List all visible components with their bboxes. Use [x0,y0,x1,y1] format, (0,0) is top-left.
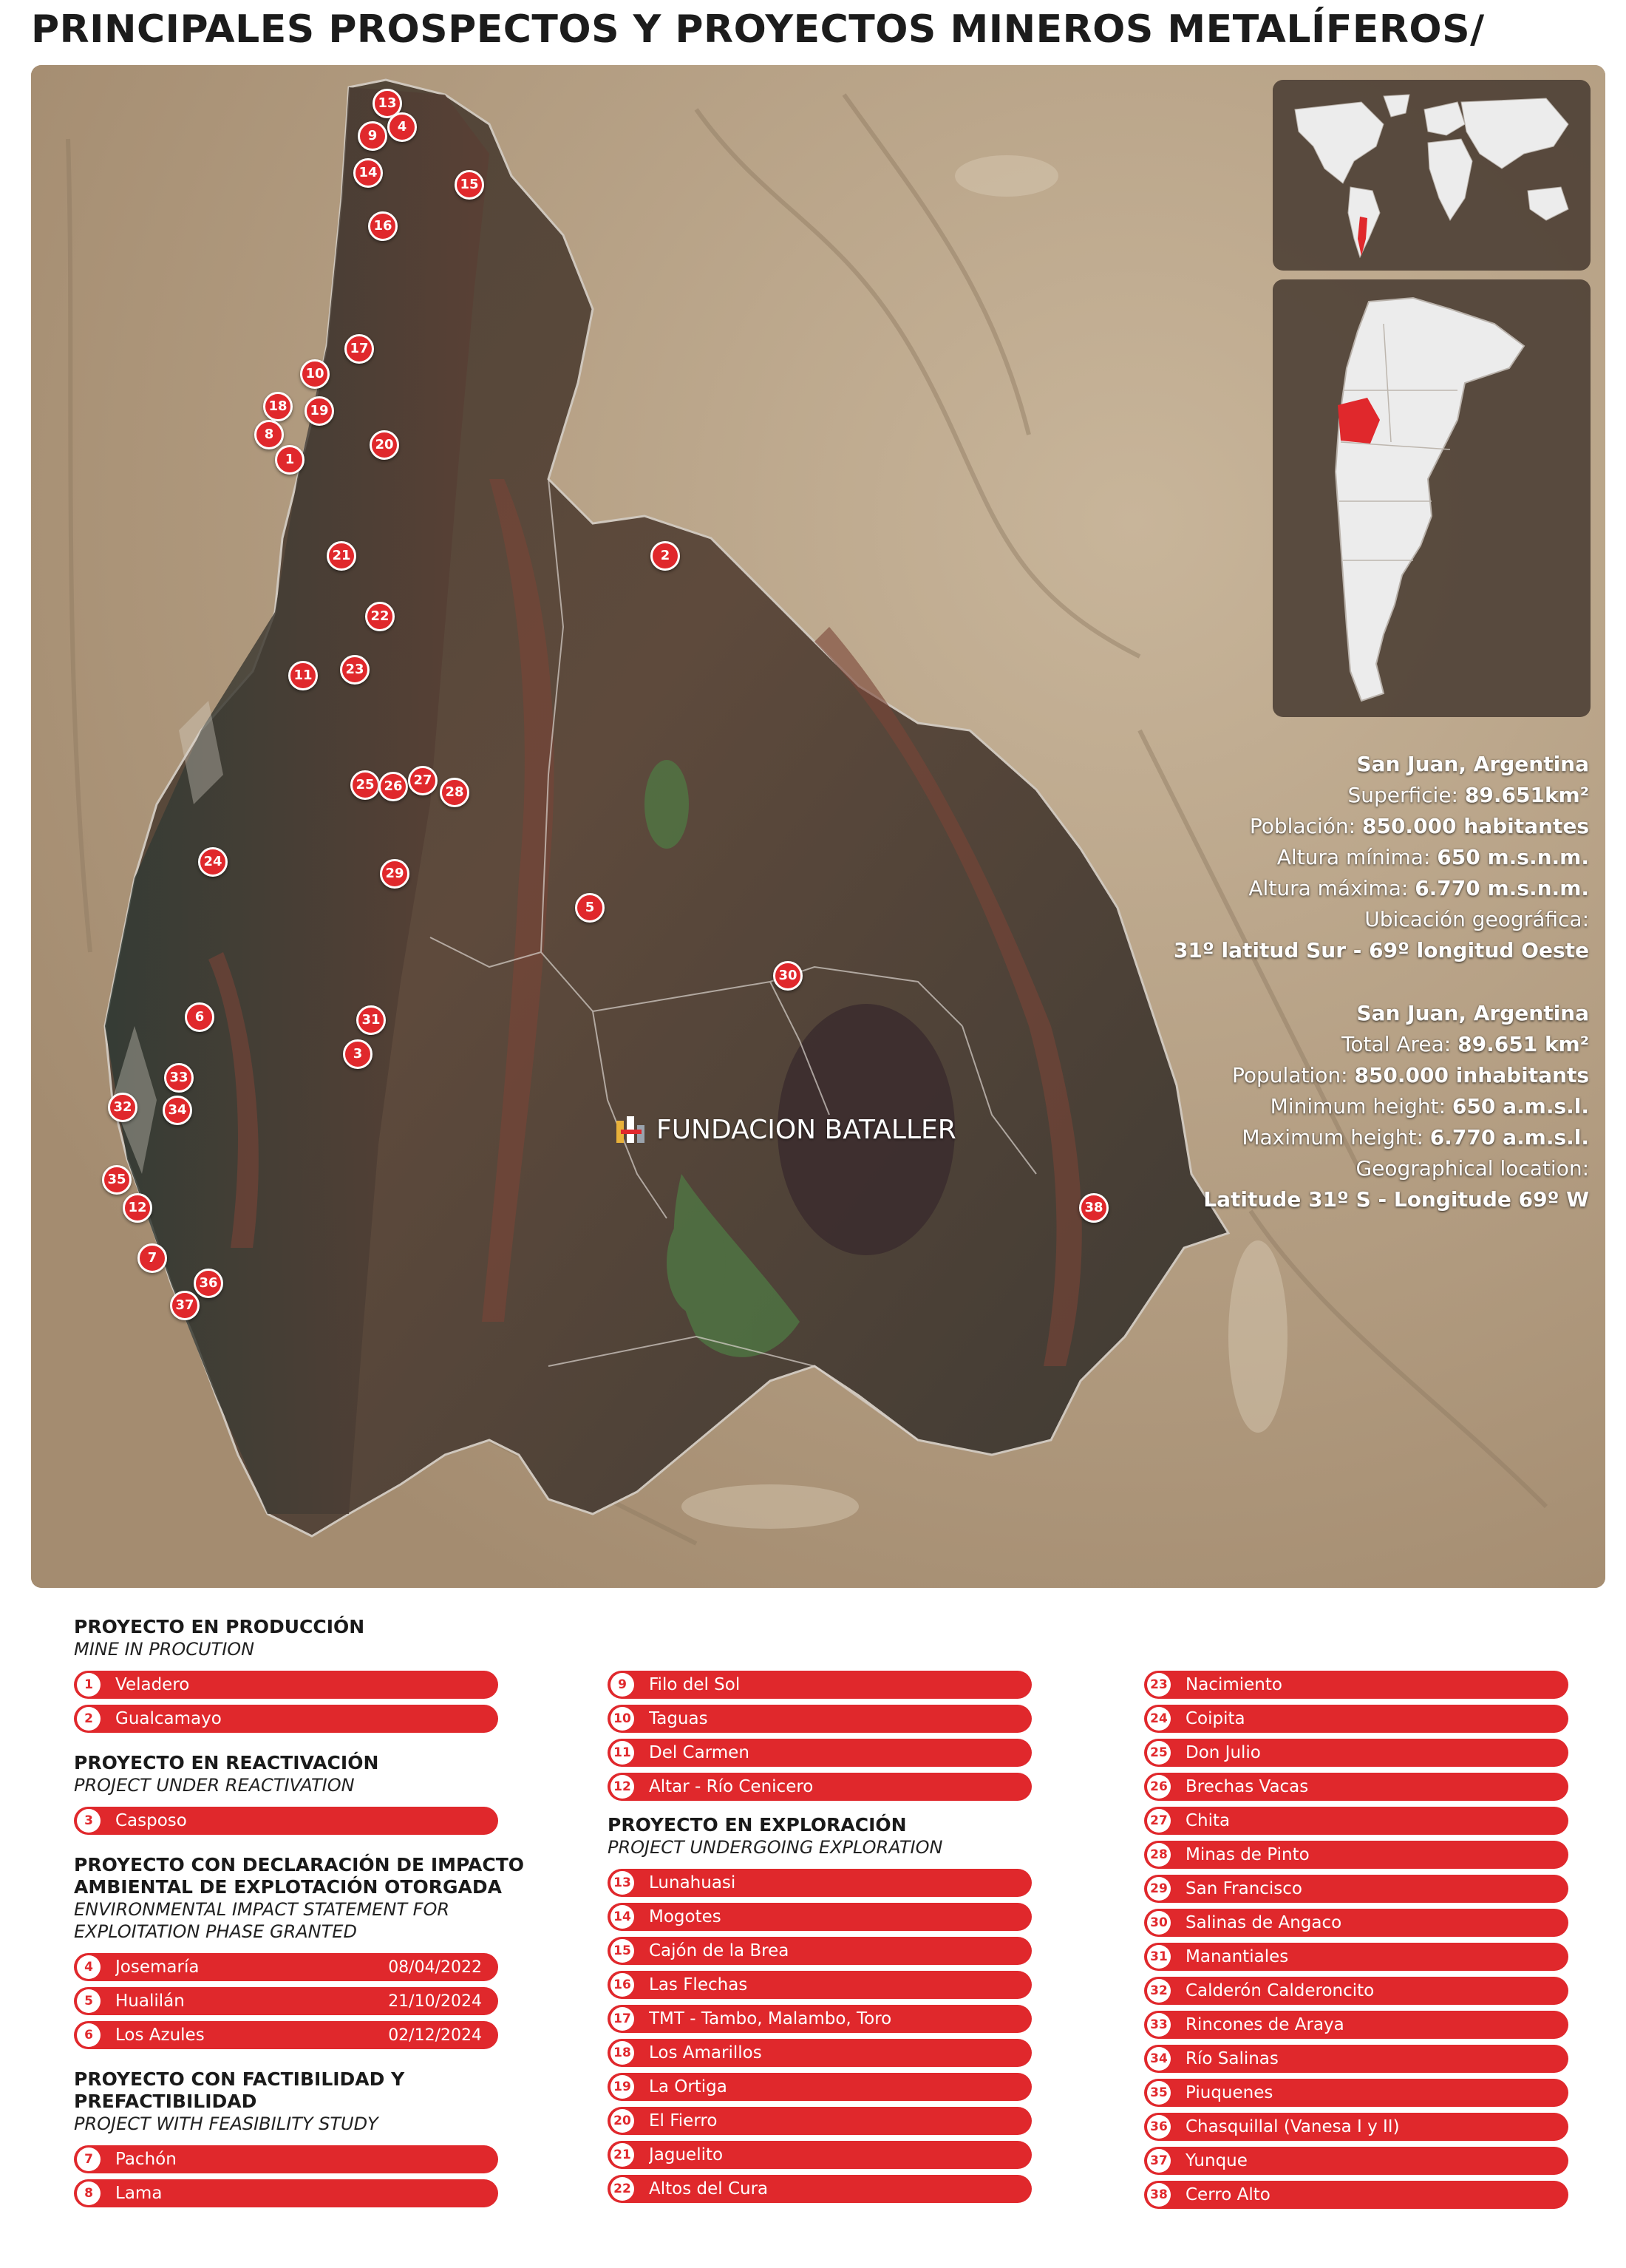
legend-item-number: 8 [77,2182,101,2205]
legend-item-number: 2 [77,1707,101,1731]
legend-item-20[interactable] [608,2107,1032,2135]
map-marker-3[interactable]: 3 [343,1039,373,1069]
legend-item-18[interactable] [608,2039,1032,2067]
map-marker-33[interactable]: 33 [164,1063,194,1093]
map-marker-18[interactable]: 18 [263,392,293,421]
legend-item-25[interactable] [1144,1739,1568,1767]
legend-item-number: 21 [610,2143,634,2167]
legend-item-name: Piuquenes [1186,2083,1273,2102]
legend-section-reactivation [74,1752,547,1835]
legend-item-name: Los Amarillos [649,2043,762,2062]
legend-item-name: Río Salinas [1186,2049,1279,2068]
map-marker-24[interactable]: 24 [198,847,228,877]
legend-item-name: Cajón de la Brea [649,1941,789,1960]
legend-item-name: Manantiales [1186,1947,1289,1966]
legend-item-number: 6 [77,2023,101,2047]
map-marker-15[interactable]: 15 [455,170,484,200]
map-marker-37[interactable]: 37 [170,1291,200,1320]
legend-item-name: Nacimiento [1186,1675,1282,1694]
legend-item-number: 9 [610,1673,634,1697]
legend-item-29[interactable] [1144,1875,1568,1903]
watermark [615,1107,956,1152]
legend-item-number: 24 [1147,1707,1171,1731]
legend-item-name: TMT - Tambo, Malambo, Toro [649,2009,892,2028]
section-subtitle: PROJECT UNDER REACTIVATION [74,1775,355,1796]
legend-section-feasibility [74,2068,547,2207]
legend-item-name: Taguas [649,1709,708,1728]
legend-item-5[interactable] [74,1987,498,2015]
map-marker-7[interactable]: 7 [137,1243,167,1273]
map-marker-29[interactable]: 29 [380,859,409,889]
legend-item-name: Hualilán [115,1992,185,2011]
map-marker-26[interactable]: 26 [378,772,408,801]
section-subtitle: PROJECT WITH FEASIBILITY STUDY [74,2113,378,2134]
legend-item-number: 26 [1147,1775,1171,1799]
legend-item-name: Jaguelito [649,2145,724,2165]
section-subtitle: PROJECT UNDERGOING EXPLORATION [608,1837,943,1858]
map-marker-20[interactable]: 20 [370,430,399,460]
section-subtitle: ENVIRONMENTAL IMPACT STATEMENT FOR [74,1899,450,1920]
legend-item-10[interactable] [608,1705,1032,1733]
legend-item-6[interactable] [74,2021,498,2049]
map-marker-30[interactable]: 30 [773,961,803,991]
legend-item-37[interactable] [1144,2147,1568,2175]
legend-item-14[interactable] [608,1903,1032,1931]
legend-item-7[interactable] [74,2145,498,2173]
legend-item-name: Calderón Calderoncito [1186,1981,1375,2000]
legend-item-32[interactable] [1144,1977,1568,2005]
argentina-inset-map[interactable] [1273,279,1591,717]
legend-item-number: 10 [610,1707,634,1731]
section-title: AMBIENTAL DE EXPLOTACIÓN OTORGADA [74,1876,502,1898]
legend-item-number: 28 [1147,1843,1171,1867]
legend-item-number: 11 [610,1741,634,1765]
legend-item-date: 21/10/2024 [388,1992,482,2011]
legend-item-number: 25 [1147,1741,1171,1765]
section-title: PROYECTO CON FACTIBILIDAD Y PREFACTIBILIDAD [74,2068,405,2112]
legend-item-name: Las Flechas [649,1975,748,1994]
world-inset-map[interactable] [1273,80,1591,271]
legend-item-name: Casposo [115,1811,187,1830]
map-marker-34[interactable]: 34 [163,1096,192,1125]
map-marker-16[interactable]: 16 [368,211,398,241]
province-info-en: San Juan, Argentina Total Area: 89.651 km² Population: 850.000 inhabitants Minimum height: 650 a.m.s.l. Maximum height: 6.770 a.m.s.l. Geographical location: Latitude 31º S - Longitude 69º W [1051,998,1589,1215]
world-map-icon [1273,80,1591,271]
legend-item-16[interactable] [608,1971,1032,1999]
legend-item-number: 17 [610,2007,634,2031]
legend-item-number: 29 [1147,1877,1171,1901]
map-marker-10[interactable]: 10 [300,359,330,389]
map-marker-9[interactable]: 9 [358,121,387,151]
legend-item-12[interactable] [608,1773,1032,1801]
legend-item-number: 15 [610,1939,634,1963]
map-marker-19[interactable]: 19 [305,396,334,426]
legend-item-name: Pachón [115,2150,177,2169]
legend-item-number: 16 [610,1973,634,1997]
info-place: San Juan, Argentina [1356,1001,1589,1025]
legend-item-date: 02/12/2024 [388,2026,482,2045]
legend-item-name: Yunque [1186,2151,1248,2170]
legend-item-name: San Francisco [1186,1879,1303,1898]
legend-item-name: Del Carmen [649,1743,749,1762]
info-place: San Juan, Argentina [1356,752,1589,776]
legend-item-name: Rincones de Araya [1186,2015,1344,2034]
legend-item-27[interactable] [1144,1807,1568,1835]
map-marker-36[interactable]: 36 [194,1269,223,1298]
legend-item-name: Altar - Río Cenicero [649,1777,814,1796]
legend-item-19[interactable] [608,2073,1032,2101]
legend-item-number: 12 [610,1775,634,1799]
legend-item-name: Coipita [1186,1709,1245,1728]
legend-item-name: La Ortiga [649,2077,727,2096]
legend-item-number: 1 [77,1673,101,1697]
watermark-text: FUNDACION BATALLER [656,1114,956,1145]
legend-item-30[interactable] [1144,1909,1568,1937]
legend-item-11[interactable] [608,1739,1032,1767]
legend-item-number: 22 [610,2177,634,2201]
legend-item-name: Mogotes [649,1907,721,1926]
legend-item-name: Chita [1186,1811,1231,1830]
legend-item-name: Don Julio [1186,1743,1261,1762]
legend-item-name: Chasquillal (Vanesa I y II) [1186,2117,1400,2136]
legend-item-name: Gualcamayo [115,1709,222,1728]
legend-item-33[interactable] [1144,2011,1568,2039]
legend-item-name: Salinas de Angaco [1186,1913,1342,1932]
legend-item-number: 32 [1147,1979,1171,2003]
map-marker-28[interactable]: 28 [440,778,469,807]
legend-item-number: 35 [1147,2081,1171,2105]
legend-column-2 [608,1671,1081,2209]
section-title: PROYECTO EN REACTIVACIÓN [74,1752,379,1773]
legend-item-15[interactable] [608,1937,1032,1965]
fundacion-bataller-logo [615,1113,647,1146]
map-marker-32[interactable]: 32 [108,1093,137,1122]
legend-column-3 [1144,1671,1617,2215]
map-marker-6[interactable]: 6 [185,1002,214,1032]
legend-item-17[interactable] [608,2005,1032,2033]
legend-item-name: Lunahuasi [649,1873,736,1892]
legend-item-name: Brechas Vacas [1186,1777,1309,1796]
legend-item-name: Lama [115,2184,163,2203]
map-marker-35[interactable]: 35 [102,1165,132,1195]
legend-item-9[interactable] [608,1671,1032,1699]
legend-item-name: Josemaría [115,1958,200,1977]
legend-item-name: Los Azules [115,2026,205,2045]
legend-item-number: 7 [77,2148,101,2171]
map-marker-17[interactable]: 17 [344,334,374,364]
legend-item-4[interactable] [74,1953,498,1981]
map-marker-25[interactable]: 25 [350,770,380,800]
map-marker-11[interactable]: 11 [288,661,318,690]
legend-item-date: 08/04/2022 [388,1958,482,1977]
map-marker-12[interactable]: 12 [123,1193,152,1223]
legend-item-22[interactable] [608,2175,1032,2203]
legend-item-13[interactable] [608,1869,1032,1897]
legend-item-number: 19 [610,2075,634,2099]
legend-item-number: 31 [1147,1945,1171,1969]
section-subtitle: EXPLOITATION PHASE GRANTED [74,1921,357,1942]
legend-section-impact [74,1854,547,2049]
legend-item-8[interactable] [74,2179,498,2207]
legend-item-21[interactable] [608,2141,1032,2169]
legend-item-number: 34 [1147,2047,1171,2071]
map-panel[interactable] [31,65,1605,1588]
legend-item-name: Veladero [115,1675,190,1694]
legend-item-number: 5 [77,1989,101,2013]
legend-item-number: 3 [77,1809,101,1833]
legend-item-23[interactable] [1144,1671,1568,1699]
legend-item-28[interactable] [1144,1841,1568,1869]
legend-item-31[interactable] [1144,1943,1568,1971]
map-marker-31[interactable]: 31 [356,1005,386,1035]
legend-item-38[interactable] [1144,2181,1568,2209]
map-marker-27[interactable]: 27 [408,766,438,795]
legend-item-number: 30 [1147,1911,1171,1935]
map-marker-2[interactable]: 2 [650,541,680,571]
legend-item-number: 13 [610,1871,634,1895]
legend-item-number: 36 [1147,2115,1171,2139]
legend-item-name: Cerro Alto [1186,2185,1270,2204]
map-marker-5[interactable]: 5 [575,893,605,923]
legend-section-production [74,1616,547,1733]
map-marker-22[interactable]: 22 [365,602,395,631]
map-marker-38[interactable]: 38 [1079,1193,1109,1223]
legend-item-number: 27 [1147,1809,1171,1833]
province-info-es: San Juan, Argentina Superficie: 89.651km² Población: 850.000 habitantes Altura mínima: 650 m.s.n.m. Altura máxima: 6.770 m.s.n.m. Ubicación geográfica: 31º latitud Sur - 69º longitud Oeste [1051,749,1589,966]
map-marker-1[interactable]: 1 [275,445,305,475]
legend-item-number: 23 [1147,1673,1171,1697]
legend-item-number: 38 [1147,2183,1171,2207]
legend-column-1 [74,1616,547,2227]
map-marker-4[interactable]: 4 [387,112,417,142]
legend-item-number: 14 [610,1905,634,1929]
section-title: PROYECTO EN EXPLORACIÓN [608,1814,907,1836]
map-marker-21[interactable]: 21 [327,541,356,571]
legend-item-1[interactable] [74,1671,498,1699]
legend-item-number: 33 [1147,2013,1171,2037]
legend-item-24[interactable] [1144,1705,1568,1733]
legend-item-number: 18 [610,2041,634,2065]
map-marker-23[interactable]: 23 [340,655,370,685]
section-title: PROYECTO CON DECLARACIÓN DE IMPACTO [74,1854,525,1875]
map-marker-13[interactable]: 13 [373,89,402,118]
legend-item-number: 37 [1147,2149,1171,2173]
legend-item-3[interactable] [74,1807,498,1835]
legend-item-number: 4 [77,1955,101,1979]
legend-item-number: 20 [610,2109,634,2133]
page-title: PRINCIPALES PROSPECTOS Y PROYECTOS MINEROS METALÍFEROS/ [31,7,1485,52]
legend-item-35[interactable] [1144,2079,1568,2107]
legend-item-name: El Fierro [649,2111,718,2131]
legend-item-36[interactable] [1144,2113,1568,2141]
legend-item-2[interactable] [74,1705,498,1733]
legend-item-26[interactable] [1144,1773,1568,1801]
map-marker-14[interactable]: 14 [353,158,383,188]
legend-item-name: Minas de Pinto [1186,1845,1310,1864]
legend-item-34[interactable] [1144,2045,1568,2073]
legend-item-name: Altos del Cura [649,2179,769,2199]
section-subtitle: MINE IN PROCUTION [74,1639,255,1660]
argentina-map-icon [1273,279,1591,717]
section-title: PROYECTO EN PRODUCCIÓN [74,1616,365,1637]
legend-item-name: Filo del Sol [649,1675,741,1694]
map-marker-8[interactable]: 8 [254,420,284,449]
